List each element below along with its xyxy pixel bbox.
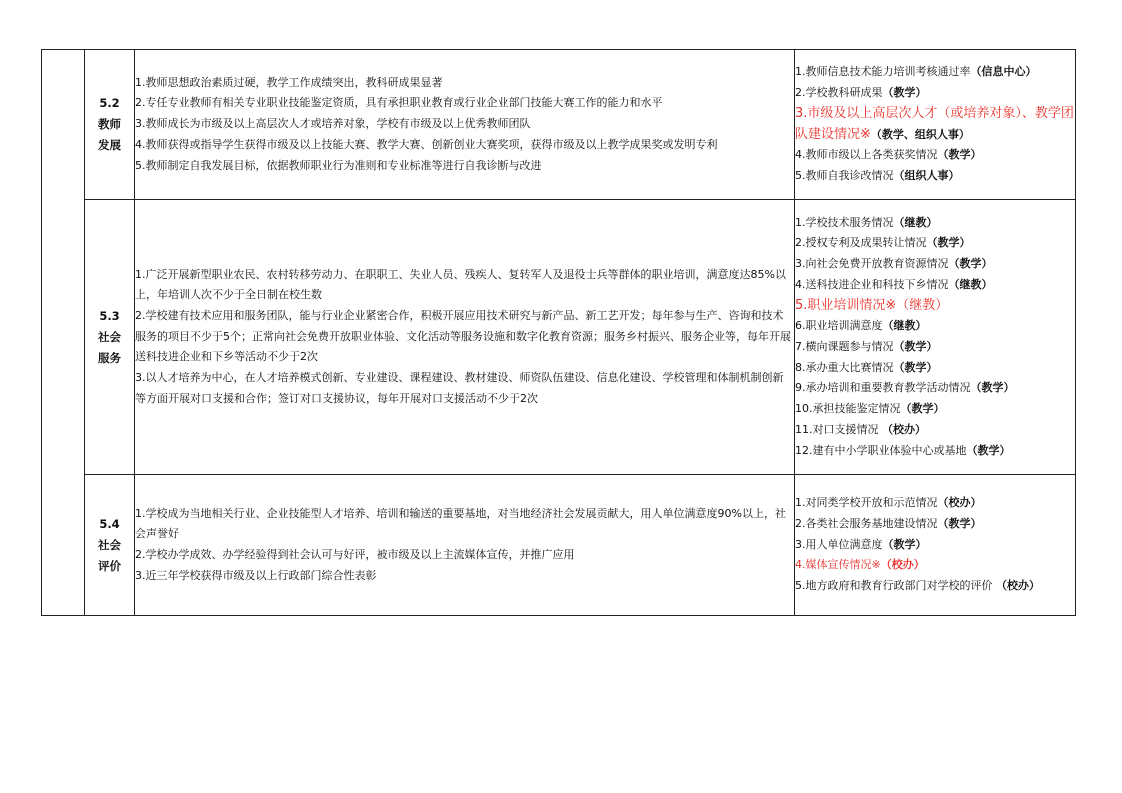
indicator-dept: （教学） xyxy=(882,537,927,551)
indicator-item: 10.承担技能鉴定情况（教学） xyxy=(795,402,945,416)
indicator-item: 5.地方政府和教育行政部门对学校的评价 （校办） xyxy=(795,579,1040,593)
section-label-cell xyxy=(85,200,135,475)
section-number: 5.3 xyxy=(99,308,120,323)
criterion-item: 5.教师制定自我发展目标，依据教师职业行为准则和专业标准等进行自我诊断与改进 xyxy=(135,158,542,172)
table-row xyxy=(42,475,1076,616)
indicator-dept: （教学） xyxy=(970,381,1015,395)
section-number: 5.2 xyxy=(99,96,120,110)
indicator-item: 8.承办重大比赛情况（教学） xyxy=(795,360,938,374)
indicator-dept: （教学） xyxy=(900,402,945,416)
section-label-cell xyxy=(85,475,135,616)
indicator-dept: （继教） xyxy=(896,297,949,313)
indicator-dept: （教学） xyxy=(926,236,971,250)
criterion-item: 4.教师获得或指导学生获得市级及以上技能大赛、教学大赛、创新创业大赛奖项，获得市级及以上教学成果奖或发明专利 xyxy=(135,137,718,151)
criteria-cell xyxy=(135,475,795,616)
table-row xyxy=(42,50,1076,200)
indicator-item: 4.送科技进企业和科技下乡情况（继教） xyxy=(795,277,993,291)
indicator-dept: （教学） xyxy=(966,443,1011,457)
indicator-dept: （校办） xyxy=(996,579,1040,593)
indicator-item: 4.教师市级以上各类获奖情况（教学） xyxy=(795,148,982,162)
section-number: 5.4 xyxy=(99,516,120,531)
indicator-item: 3.向社会免费开放教育资源情况（教学） xyxy=(795,257,993,271)
indicator-item: 1.教师信息技术能力培训考核通过率（信息中心） xyxy=(795,65,1037,79)
indicator-item: 2.授权专利及成果转让情况（教学） xyxy=(795,236,971,250)
indicator-item: 6.职业培训满意度（继教） xyxy=(795,319,927,333)
indicator-dept: （继教） xyxy=(882,319,927,333)
criterion-item: 1.教师思想政治素质过硬，教学工作成绩突出，教科研成果显著 xyxy=(135,75,443,89)
section-title-line2: 评价 xyxy=(98,558,121,573)
criterion-item: 2.专任专业教师有相关专业职业技能鉴定资质，具有承担职业教育或行业企业部门技能大赛工作的能力和水平 xyxy=(135,96,663,110)
criteria-cell xyxy=(135,50,795,200)
criterion-item: 3.教师成长为市级及以上高层次人才或培养对象，学校有市级及以上优秀教师团队 xyxy=(135,117,531,131)
indicator-item: 5.教师自我诊改情况（组织人事） xyxy=(795,168,960,182)
criterion-item: 3.近三年学校获得市级及以上行政部门综合性表彰 xyxy=(135,568,377,582)
section-title-line2: 服务 xyxy=(98,350,121,365)
indicator-item: 2.各类社会服务基地建设情况（教学） xyxy=(795,516,982,530)
indicator-item: 9.承办培训和重要教育教学活动情况（教学） xyxy=(795,381,1015,395)
indicator-dept: （校办） xyxy=(880,558,925,572)
indicator-dept: （继教） xyxy=(893,215,938,229)
criterion-item: 2.学校办学成效、办学经验得到社会认可与好评，被市级及以上主流媒体宣传，并推广应用 xyxy=(135,548,575,561)
indicator-item: 7.横向课题参与情况（教学） xyxy=(795,340,938,353)
indicator-dept: （校办） xyxy=(937,496,982,510)
indicator-dept: （教学） xyxy=(948,257,993,271)
indicator-item: 11.对口支援情况 （校办） xyxy=(795,422,926,436)
indicator-item-highlighted: 3.市级及以上高层次人才（或培养对象）、教学团队建设情况※（教学、组织人事） xyxy=(795,105,1074,142)
indicator-dept: （组织人事） xyxy=(893,168,960,182)
section-title-line1: 社会 xyxy=(98,329,121,344)
indicator-dept: （继教） xyxy=(948,277,993,291)
indicator-item: 1.对同类学校开放和示范情况（校办） xyxy=(795,496,982,510)
table-row xyxy=(42,200,1076,475)
indicator-item: 3.用人单位满意度（教学） xyxy=(795,537,927,551)
indicator-dept: （教学） xyxy=(882,86,927,100)
indicator-dept: （教学） xyxy=(893,360,938,374)
indicator-item-highlighted: 4.媒体宣传情况※（校办） xyxy=(795,558,925,572)
indicators-cell xyxy=(795,475,1076,616)
section-title-line2: 发展 xyxy=(98,138,121,152)
indicator-item: 2.学校教科研成果（教学） xyxy=(795,86,927,100)
criterion-item: 3.以人才培养为中心，在人才培养模式创新、专业建设、课程建设、教材建设、师资队伍建设、信息化建设、学校管理和体制机制创新等方面开展对口支援和合作；签订对口支援协议，每年开展对口支援活动不少于2次 xyxy=(135,371,784,405)
criterion-item: 2.学校建有技术应用和服务团队，能与行业企业紧密合作，积极开展应用技术研究与新产品、新工艺开发；每年参与生产、咨询和技术服务的项目不少于5个；正常向社会免费开放职业体验、文化活动等服务设施和数字化教育资源；服务乡村振兴、服务企业等，每年开展送科技进企业和下乡等活动不少于2次 xyxy=(135,308,791,364)
criteria-cell xyxy=(135,200,795,475)
indicators-cell xyxy=(795,200,1076,475)
section-title-line1: 教师 xyxy=(98,117,121,131)
evaluation-table xyxy=(41,49,1076,616)
indicator-item: 12.建有中小学职业体验中心或基地（教学） xyxy=(795,443,1011,457)
indicator-item: 1.学校技术服务情况（继教） xyxy=(795,215,938,229)
indicator-dept: （教学） xyxy=(937,516,982,530)
indicator-dept: （校办） xyxy=(882,422,926,436)
indicator-dept: （信息中心） xyxy=(970,65,1037,79)
indicator-dept: （教学） xyxy=(937,148,982,162)
section-title-line1: 社会 xyxy=(98,537,121,552)
indicator-dept: （教学） xyxy=(893,340,938,353)
category-cell xyxy=(42,50,85,616)
section-label-cell xyxy=(85,50,135,200)
indicator-item-highlighted: 5.职业培训情况※（继教） xyxy=(795,297,949,313)
indicator-dept: （教学、组织人事） xyxy=(870,127,970,141)
criterion-item: 1.广泛开展新型职业农民、农村转移劳动力、在职职工、失业人员、残疾人、复转军人及退役士兵等群体的职业培训，满意度达85%以上，年培训人次不少于全日制在校生数 xyxy=(135,267,786,302)
indicators-cell xyxy=(795,50,1076,200)
criterion-item: 1.学校成为当地相关行业、企业技能型人才培养、培训和输送的重要基地，对当地经济社会发展贡献大，用人单位满意度90%以上，社会声誉好 xyxy=(135,506,786,541)
